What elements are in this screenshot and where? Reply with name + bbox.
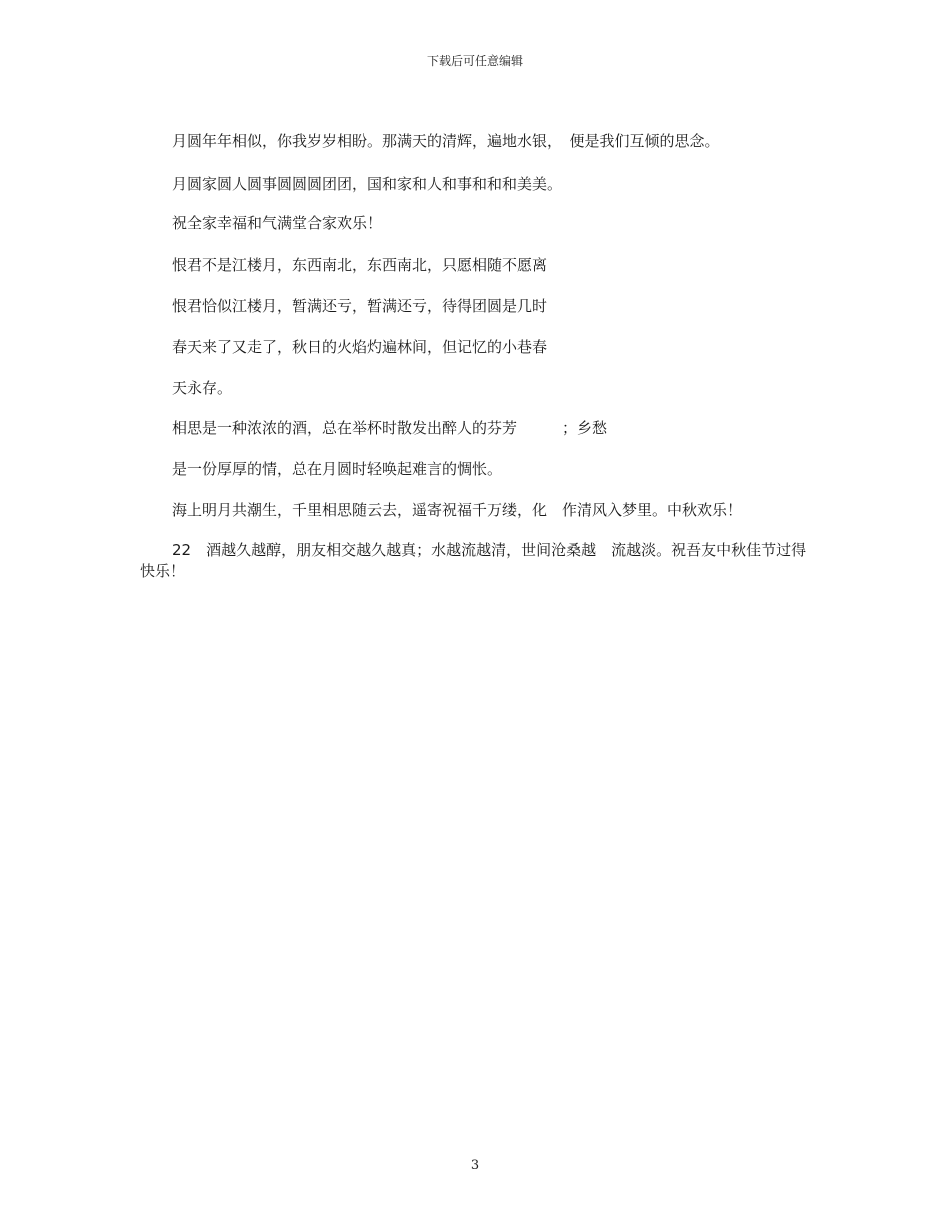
text-line: 月圆年年相似，你我岁岁相盼。那满天的清辉，遍地水银， 便是我们互倾的思念。	[172, 132, 720, 150]
text-line: 月圆家圆人圆事圆圆圆团团，国和家和人和事和和和美美。	[172, 175, 563, 193]
text-line: 是一份厚厚的情，总在月圆时轻唤起难言的惆怅。	[172, 460, 503, 478]
text-line: 天永存。	[172, 379, 233, 397]
page-number: 3	[470, 1158, 480, 1173]
last-paragraph	[140, 540, 810, 582]
text-line: 恨君恰似江楼月，暂满还亏，暂满还亏，待得团圆是几时	[172, 297, 548, 315]
text-line: 海上明月共潮生，千里相思随云去，遥寄祝福千万缕，化 作清风入梦里。中秋欢乐！	[172, 501, 743, 519]
last-paragraph-text: 22 酒越久越醇，朋友相交越久越真；水越流越清，世间沧桑越 流越淡。祝吾友中秋佳节过得快乐！	[140, 541, 807, 580]
text-line: 祝全家幸福和气满堂合家欢乐！	[172, 214, 383, 232]
text-line: 相思是一种浓浓的酒，总在举杯时散发出醉人的芬芳 ；乡愁	[172, 419, 608, 437]
text-line: 春天来了又走了，秋日的火焰灼遍林间，但记忆的小巷春	[172, 338, 548, 356]
text-line: 恨君不是江楼月，东西南北，东西南北，只愿相随不愿离	[172, 256, 548, 274]
page-header: 下载后可任意编辑	[426, 54, 523, 68]
